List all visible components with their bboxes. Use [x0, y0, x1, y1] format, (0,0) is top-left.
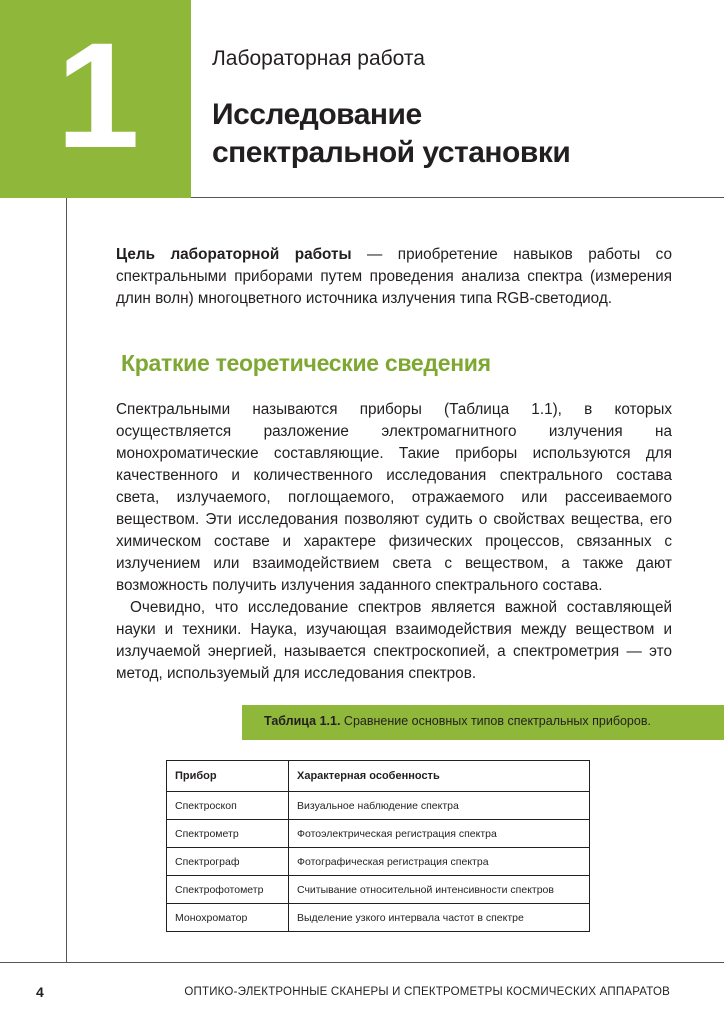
theory-paragraph-2: Очевидно, что исследование спектров является важной составляющей науки и техники. Наука, изучающая взаимодействия между веществом и излучаемой энергией, называется спектроскопией, а спектрометрия — это метод, используемый для исследования спектров.	[116, 599, 672, 682]
table-cell-feature: Фотографическая регистрация спектра	[289, 848, 590, 876]
table-header-feature: Характерная особенность	[289, 761, 590, 792]
footer-divider	[0, 962, 724, 963]
margin-line	[66, 198, 67, 962]
table-cell-feature: Выделение узкого интервала частот в спектре	[289, 904, 590, 932]
goal-paragraph	[116, 244, 672, 310]
table-row	[167, 848, 590, 876]
table-caption	[264, 714, 651, 728]
table-caption-text: Сравнение основных типов спектральных приборов.	[340, 714, 651, 728]
table-row	[167, 820, 590, 848]
page-number: 4	[36, 984, 44, 1000]
chapter-title-line1: Исследование	[212, 98, 422, 131]
table-cell-feature: Считывание относительной интенсивности спектров	[289, 876, 590, 904]
table-cell-device: Спектрофотометр	[167, 876, 289, 904]
running-title: ОПТИКО-ЭЛЕКТРОННЫЕ СКАНЕРЫ И СПЕКТРОМЕТРЫ КОСМИЧЕСКИХ АППАРАТОВ	[184, 986, 670, 998]
table-cell-device: Спектроскоп	[167, 792, 289, 820]
table-cell-device: Спектрометр	[167, 820, 289, 848]
chapter-number: 1	[56, 11, 140, 179]
table-header-row	[167, 761, 590, 792]
table-cell-device: Монохроматор	[167, 904, 289, 932]
header-divider	[191, 197, 724, 198]
chapter-subtitle: Лабораторная работа	[212, 47, 425, 70]
table-cell-feature: Визуальное наблюдение спектра	[289, 792, 590, 820]
chapter-title-line2: спектральной установки	[212, 136, 571, 169]
chapter-title	[212, 96, 712, 172]
table-header-device: Прибор	[167, 761, 289, 792]
theory-paragraph-1: Спектральными называются приборы (Таблица 1.1), в которых осуществляется разложение электромагнитного излучения на монохроматические составляющие. Такие приборы используются для качественного и количественного исследования спектрального состава света, излучаемого, поглощаемого, отражаемого или рассеиваемого веществом. Эти исследования позволяют судить о свойствах вещества, его химическом составе и характере физических процессов, связанных с излучением или взаимодействием света с веществом, а также дают возможность получить излучения заданного спектрального состава.	[116, 401, 672, 594]
table-cell-feature: Фотоэлектрическая регистрация спектра	[289, 820, 590, 848]
goal-label: Цель лабораторной работы	[116, 246, 352, 263]
table-cell-device: Спектрограф	[167, 848, 289, 876]
table-row	[167, 876, 590, 904]
section-heading: Краткие теоретические сведения	[121, 350, 491, 376]
table-row	[167, 792, 590, 820]
table-caption-label: Таблица 1.1.	[264, 714, 341, 728]
goal-text: — приобретение навыков работы со спектральными приборами путем проведения анализа спектра (измерения длин волн) многоцветного источника излучения типа RGB-светодиод.	[116, 246, 672, 307]
spectral-devices-table	[166, 760, 590, 932]
table-row	[167, 904, 590, 932]
